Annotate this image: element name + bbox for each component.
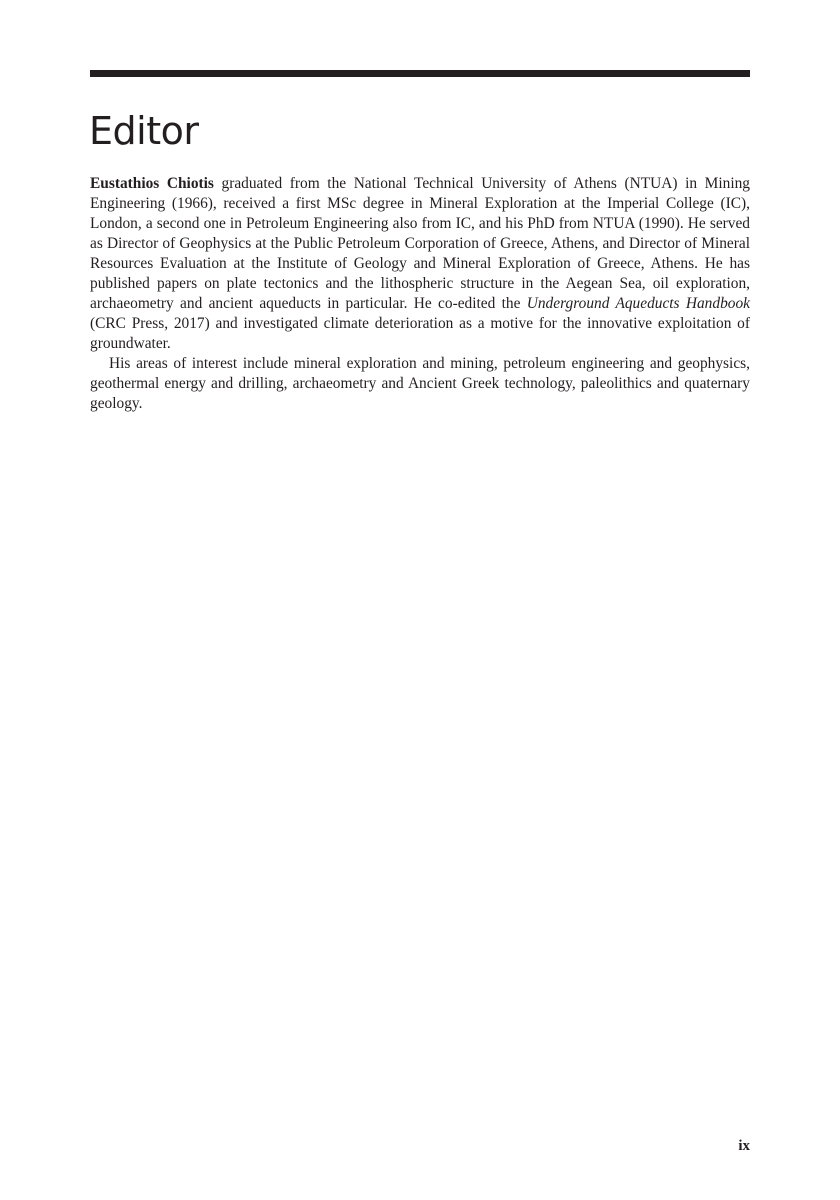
chapter-top-rule (90, 70, 750, 77)
page-number: ix (738, 1138, 750, 1154)
bio-text-part-2: (CRC Press, 2017) and investigated climate deterioration as a motive for the innovative exploitation of groundwater. (90, 315, 750, 352)
bio-text-part-1: graduated from the National Technical University of Athens (NTUA) in Mining Engineering (1966), received a first MSc degree in Mineral Exploration at the Imperial College (IC), London, a second one in Petroleum Engineering also from IC, and his PhD from NTUA (1990). He served as Director of Geophysics at the Public Petroleum Corporation of Greece, Athens, and Director of Mineral Resources Evaluation at the Institute of Geology and Mineral Exploration of Greece, Athens. He has published papers on plate tectonics and the lithospheric structure in the Aegean Sea, oil exploration, archaeometry and ancient aqueducts in particular. He co-edited the (90, 175, 750, 312)
editor-bio (90, 174, 750, 414)
chapter-title: Editor (89, 109, 199, 153)
editor-name: Eustathios Chiotis (90, 175, 214, 192)
bio-paragraph-2: His areas of interest include mineral exploration and mining, petroleum engineering and geophysics, geothermal energy and drilling, archaeometry and Ancient Greek technology, paleolithics and quaternary geology. (90, 355, 750, 412)
bio-paragraph-1 (90, 174, 750, 354)
book-title: Underground Aqueducts Handbook (526, 295, 750, 312)
